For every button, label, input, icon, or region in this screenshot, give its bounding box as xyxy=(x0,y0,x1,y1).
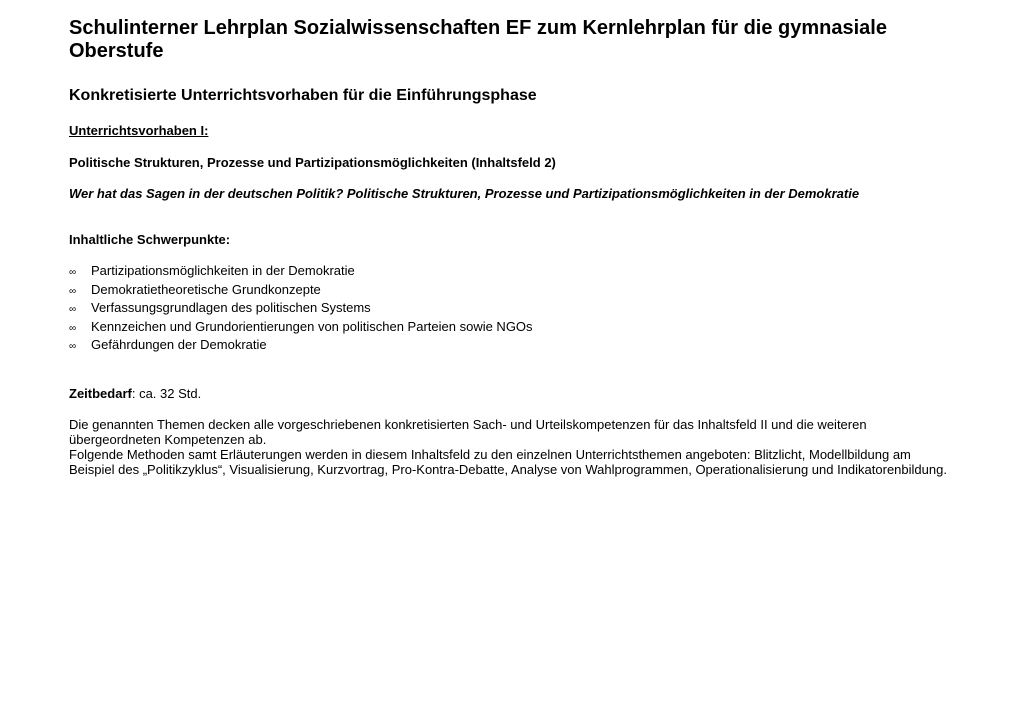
time-label: Zeitbedarf xyxy=(69,385,132,401)
focus-heading: Inhaltliche Schwerpunkte: xyxy=(69,232,231,247)
unit-label: Unterrichtsvorhaben I: xyxy=(69,123,209,138)
bullet-icon: ∞ xyxy=(69,285,77,297)
list-item-text: Demokratietheoretische Grundkonzepte xyxy=(91,281,321,297)
bullet-icon: ∞ xyxy=(69,322,77,334)
list-item-text: Gefährdungen der Demokratie xyxy=(91,337,267,352)
list-item-text: Verfassungsgrundlagen des politischen Systems xyxy=(91,300,371,315)
bullet-icon: ∞ xyxy=(69,304,77,315)
focus-list xyxy=(69,263,949,356)
list-item-text: Partizipationsmöglichkeiten in der Demokratie xyxy=(91,263,355,278)
time-requirement xyxy=(69,386,949,402)
unit-title: Politische Strukturen, Prozesse und Partizipationsmöglichkeiten (Inhaltsfeld 2) xyxy=(69,155,556,170)
unit-question: Wer hat das Sagen in der deutschen Politik? Politische Strukturen, Prozesse und Partizipationsmöglichkeiten in der Demokratie xyxy=(69,186,860,201)
list-item xyxy=(69,319,949,338)
list-item-text: Kennzeichen und Grundorientierungen von politischen Parteien sowie NGOs xyxy=(91,318,533,334)
list-item xyxy=(69,282,949,301)
section-subtitle: Konkretisierte Unterrichtsvorhaben für die Einführungsphase xyxy=(69,87,537,104)
bullet-icon: ∞ xyxy=(69,341,77,352)
list-item xyxy=(69,263,949,282)
time-value: : ca. 32 Std. xyxy=(131,385,202,401)
bullet-icon: ∞ xyxy=(69,267,77,278)
document-page xyxy=(69,17,949,477)
list-item xyxy=(69,337,949,356)
competences-paragraph: Die genannten Themen decken alle vorgeschriebenen konkretisierten Sach- und Urteilskompetenzen für das Inhaltsfeld II und die weiteren übergeordneten Kompetenzen ab. xyxy=(69,416,867,447)
list-item xyxy=(69,300,949,319)
methods-paragraph: Folgende Methoden samt Erläuterungen werden in diesem Inhaltsfeld zu den einzelnen Unterrichtsthemen angeboten: Blitzlicht, Modellbildung am Beispiel des „Politikzyklus“, Visualisierung, Kurzvortrag, Pro-Kontra-Debatte, Analyse von Wahlprogrammen, Operationalisierung und Indikatorenbildung. xyxy=(69,446,947,478)
document-title: Schulinterner Lehrplan Sozialwissenschaften EF zum Kernlehrplan für die gymnasiale Oberstufe xyxy=(69,17,887,62)
